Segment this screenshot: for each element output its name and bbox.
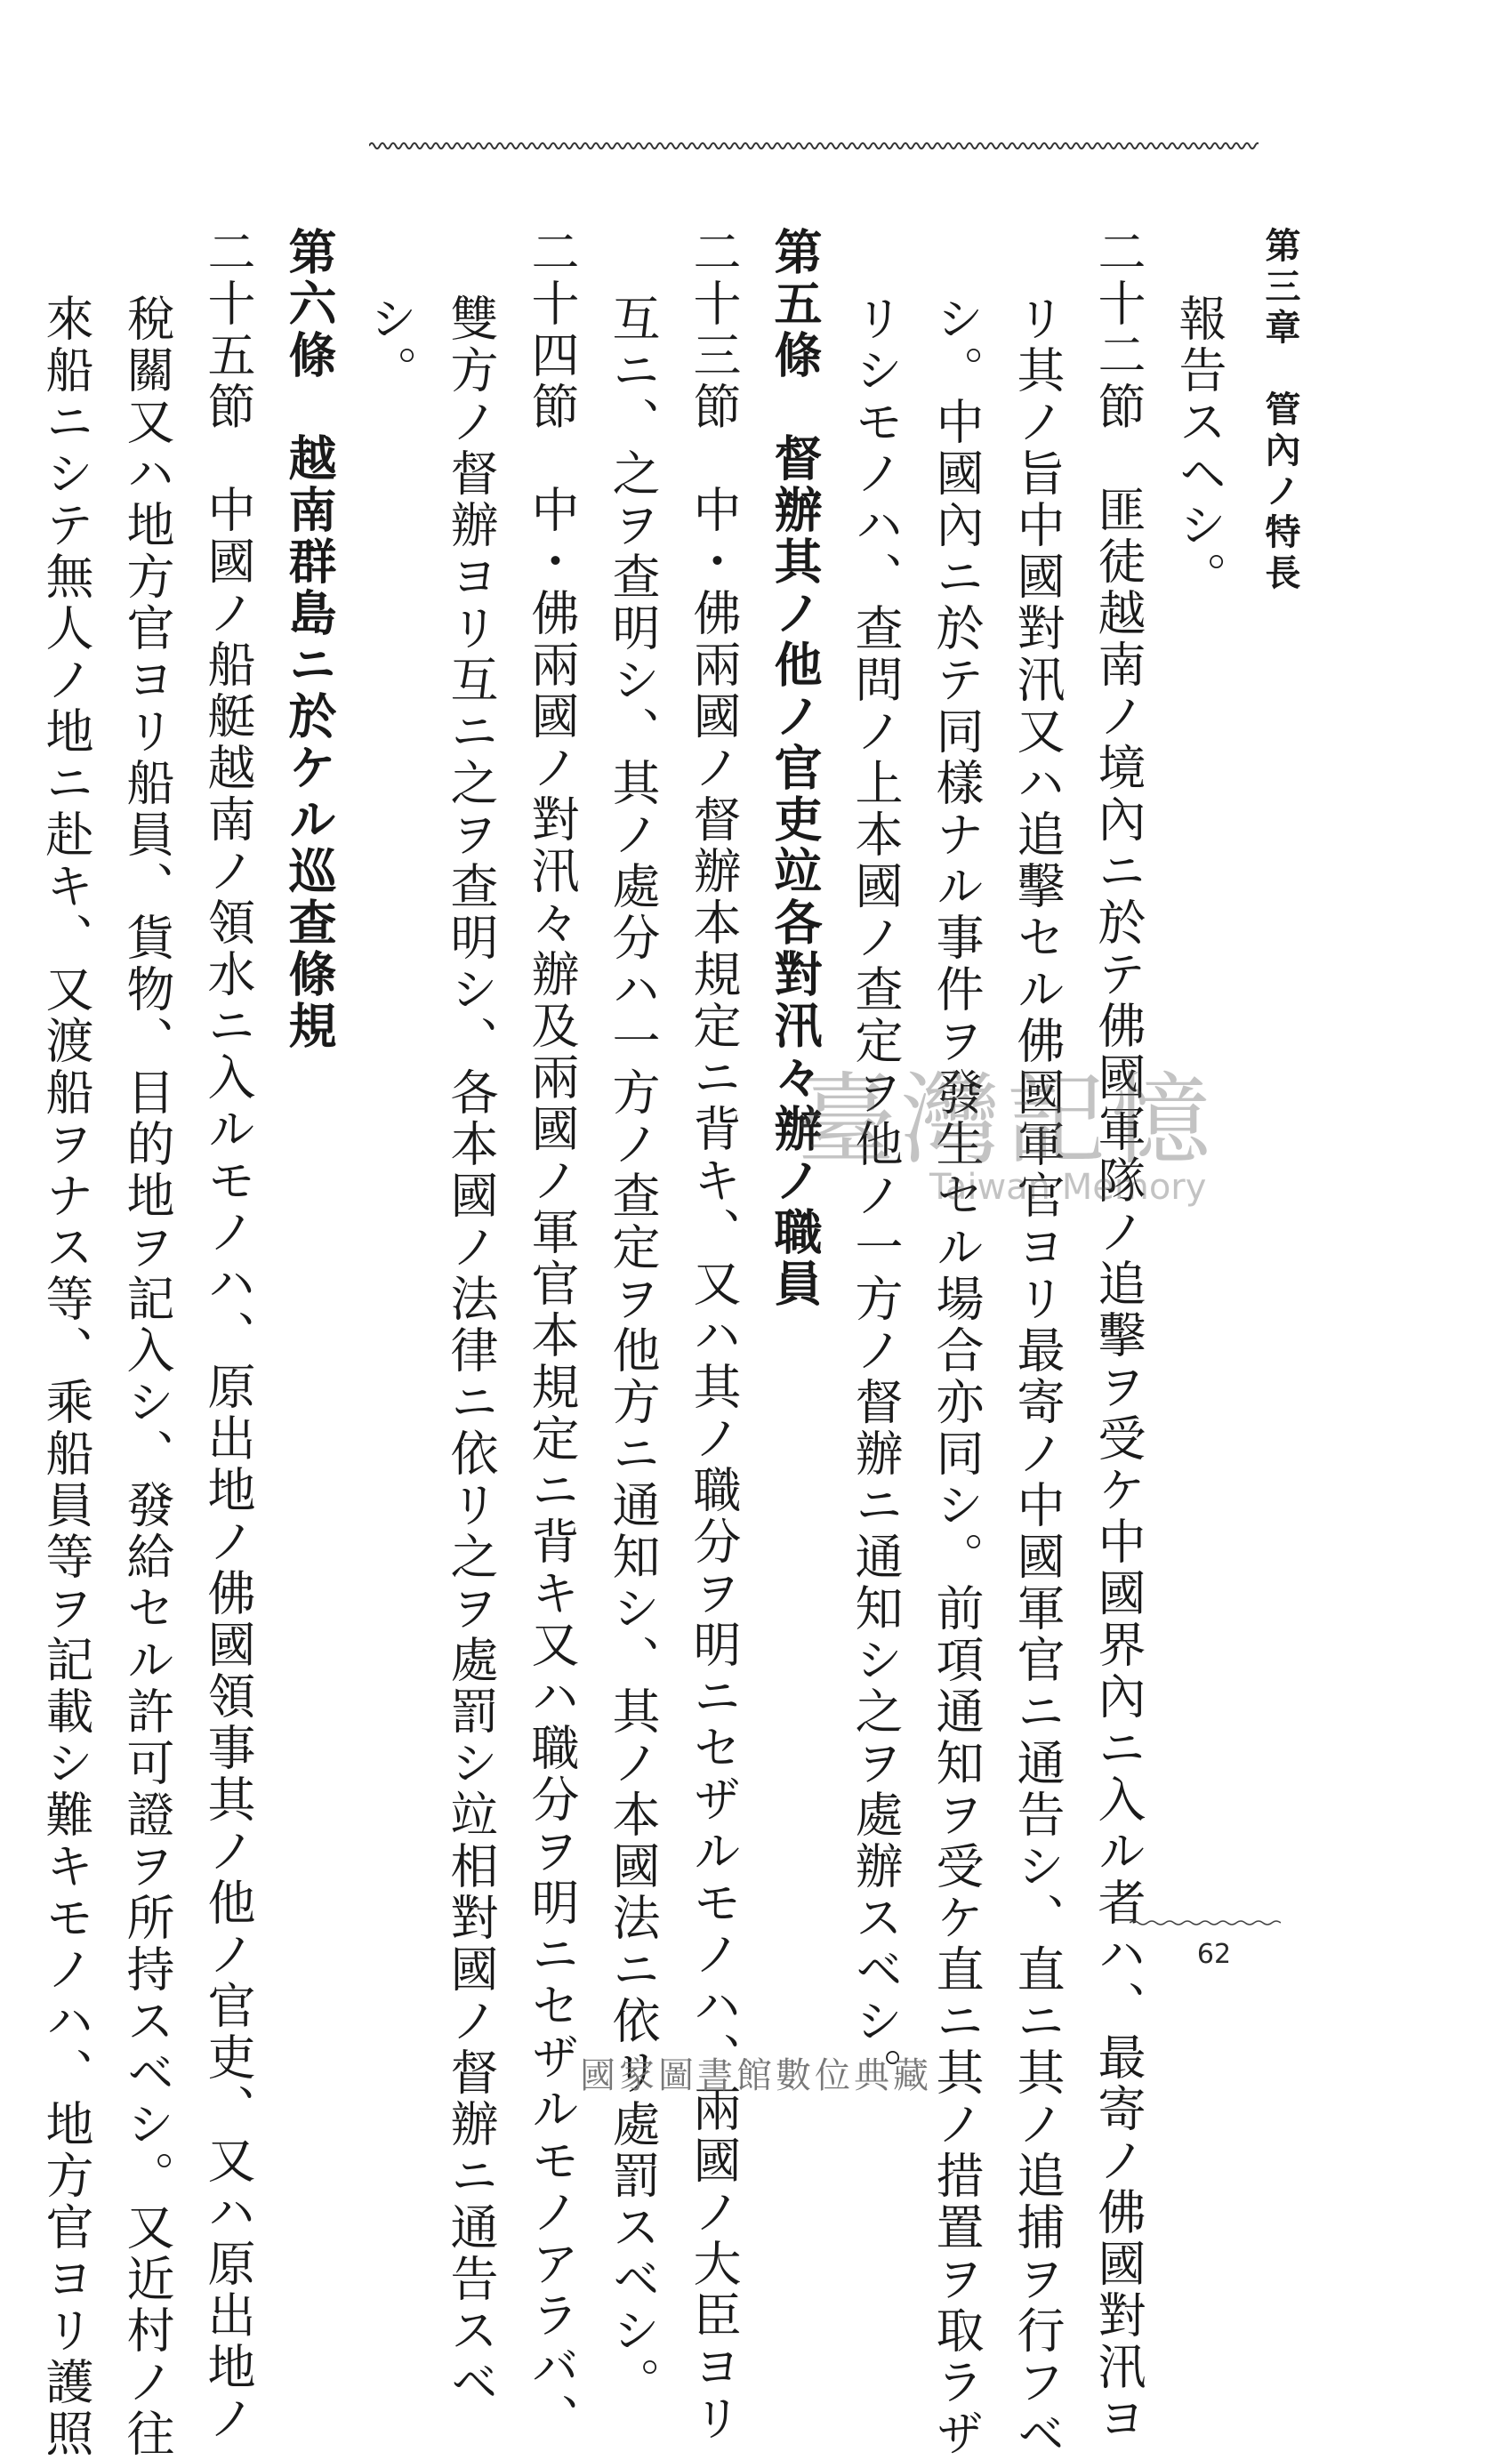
text-column-15: 來船ニシテ無人ノ地ニ赴キ、又渡船ヲナス等、乘船員等ヲ記載シ難キモノハ、地方官ヨリ護照 bbox=[38, 293, 94, 2460]
page-number: 62 bbox=[1196, 1939, 1232, 1970]
section-23-column: 二十三節 中・佛兩國ノ督辦本規定ニ背キ、又ハ其ノ職分ヲ明ニセザルモノハ、兩國ノ大臣ヨリ bbox=[686, 227, 742, 2445]
text-column-3: リ其ノ旨中國對汛又ハ追擊セル佛國軍官ヨリ最寄ノ中國軍官ニ通告シ、直ニ其ノ追捕ヲ行フベ bbox=[1009, 293, 1066, 2460]
watermark-chars: 臺灣記憶 bbox=[796, 1063, 1216, 1178]
text-column-11: シ。 bbox=[362, 293, 418, 397]
footer-credit: 國家圖書館數位典藏 bbox=[580, 2055, 932, 2096]
text-column-8: 互ニ、之ヲ查明シ、其ノ處分ハ一方ノ查定ヲ他方ニ通知シ、其ノ本國法ニ依リ處罰スベシ。 bbox=[605, 293, 661, 2408]
text-column-1: 報告スヘシ。 bbox=[1171, 293, 1227, 603]
top-wavy-rule bbox=[369, 139, 1259, 153]
article-5-heading: 第五條 督辦其ノ他ノ官吏竝各對汛々辦ノ職員 bbox=[767, 227, 824, 1310]
article-6-heading: 第六條 越南群島ニ於ケル巡查條規 bbox=[281, 227, 338, 1052]
text-column-4: シ。中國內ニ於テ同樣ナル事件ヲ發生セル場合亦同シ。前項通知ヲ受ケ直ニ其ノ措置ヲ取ラザ bbox=[929, 293, 985, 2460]
text-column-10: 雙方ノ督辦ヨリ互ニ之ヲ查明シ、各本國ノ法律ニ依リ之ヲ處罰シ竝相對國ノ督辦ニ通告スベ bbox=[443, 293, 499, 2408]
chapter-header: 第三章 管內ノ特長 bbox=[1259, 227, 1301, 595]
watermark-latin: Taiwan Memory bbox=[929, 1167, 1207, 1208]
text-column-14: 稅關又ハ地方官ヨリ船員、貨物、目的地ヲ記入シ、發給セル許可證ヲ所持スベシ。又近村ノ往 bbox=[119, 293, 175, 2460]
taiwan-memory-watermark bbox=[796, 1063, 1347, 1218]
section-24-column: 二十四節 中・佛兩國ノ對汛々辦及兩國ノ軍官本規定ニ背キ又ハ職分ヲ明ニセザルモノアラバ、 bbox=[524, 227, 580, 2445]
section-25-column: 二十五節 中國ノ船艇越南ノ領水ニ入ルモノハ、原出地ノ佛國領事其ノ他ノ官吏、又ハ原出地ノ bbox=[200, 227, 256, 2445]
page-number-rule bbox=[1130, 1919, 1281, 1926]
section-22-column: 二十二節 匪徒越南ノ境內ニ於テ佛國軍隊ノ追擊ヲ受ケ中國界內ニ入ル者ハ、最寄ノ佛國對汛ヨ bbox=[1090, 227, 1146, 2445]
text-column-5: リシモノハ、查問ノ上本國ノ查定ヲ他ノ一方ノ督辦ニ通知シ之ヲ處辦スベシ。 bbox=[848, 293, 904, 2099]
